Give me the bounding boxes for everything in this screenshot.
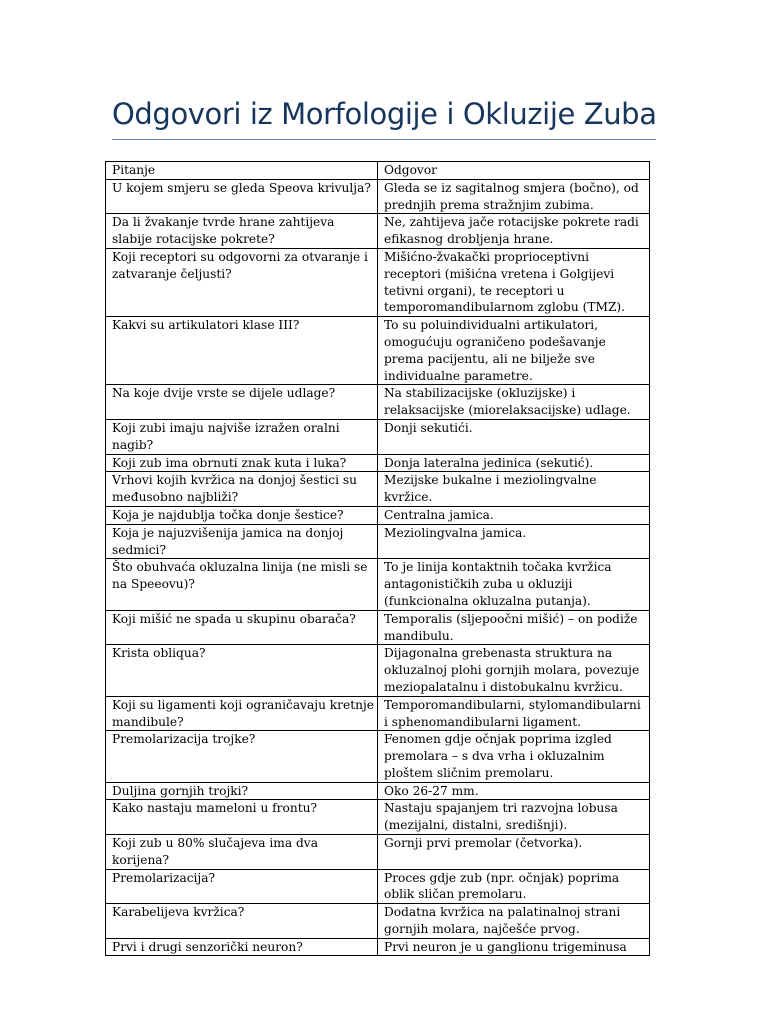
answer-cell: To su poluindividualni artikulatori, omogućuju ograničeno podešavanje prema pacijentu, ali ne bilježe sve individualne parametre. xyxy=(378,317,650,385)
answer-cell: Oko 26-27 mm. xyxy=(378,782,650,800)
answer-cell: Donja lateralna jedinica (sekutić). xyxy=(378,454,650,472)
table-row xyxy=(106,248,650,316)
column-header-question: Pitanje xyxy=(106,162,378,180)
answer-cell: Fenomen gdje očnjak poprima izgled premolara – s dva vrha i okluzalnim ploštem sličnim premolaru. xyxy=(378,731,650,782)
answer-cell: Na stabilizacijske (okluzijske) i relaksacijske (miorelaksacijske) udlage. xyxy=(378,385,650,420)
table-row xyxy=(106,385,650,420)
answer-cell: Gleda se iz sagitalnog smjera (bočno), od prednjih prema stražnjim zubima. xyxy=(378,179,650,214)
question-cell: Koji zub u 80% slučajeva ima dva korijena? xyxy=(106,835,378,870)
table-row xyxy=(106,472,650,507)
table-row xyxy=(106,696,650,731)
table-row xyxy=(106,454,650,472)
answer-cell: Donji sekutići. xyxy=(378,419,650,454)
table-row xyxy=(106,800,650,835)
question-cell: Da li žvakanje tvrde hrane zahtijeva slabije rotacijske pokrete? xyxy=(106,214,378,249)
question-cell: Kako nastaju mameloni u frontu? xyxy=(106,800,378,835)
title-underline xyxy=(112,139,656,140)
table-row xyxy=(106,645,650,696)
answer-cell: Nastaju spajanjem tri razvojna lobusa (mezijalni, distalni, središnji). xyxy=(378,800,650,835)
question-cell: Koji su ligamenti koji ograničavaju kretnje mandibule? xyxy=(106,696,378,731)
question-cell: Premolarizacija? xyxy=(106,869,378,904)
question-cell: Koji zub ima obrnuti znak kuta i luka? xyxy=(106,454,378,472)
answer-cell: Dijagonalna grebenasta struktura na okluzalnoj plohi gornjih molara, povezuje meziopalatalnu i distobukalnu kvržicu. xyxy=(378,645,650,696)
answer-text: Prvi neuron je u ganglionu trigeminusa xyxy=(384,939,627,954)
table-row xyxy=(106,524,650,559)
question-cell: Koji mišić ne spada u skupinu obarača? xyxy=(106,610,378,645)
question-cell: U kojem smjeru se gleda Speova krivulja? xyxy=(106,179,378,214)
question-cell: Koja je najuzvišenija jamica na donjoj sedmici? xyxy=(106,524,378,559)
question-cell: Na koje dvije vrste se dijele udlage? xyxy=(106,385,378,420)
question-cell: Što obuhvaća okluzalna linija (ne misli se na Speeovu)? xyxy=(106,559,378,610)
answer-cell xyxy=(378,938,650,955)
table-row xyxy=(106,506,650,524)
qa-table xyxy=(105,161,650,956)
document-title: Odgovori iz Morfologije i Okluzije Zuba xyxy=(112,97,657,131)
question-cell: Premolarizacija trojke? xyxy=(106,731,378,782)
table-row xyxy=(106,904,650,939)
answer-cell: Gornji prvi premolar (četvorka). xyxy=(378,835,650,870)
table-row xyxy=(106,419,650,454)
table-row xyxy=(106,610,650,645)
question-cell xyxy=(106,938,378,955)
question-cell: Koji zubi imaju najviše izražen oralni nagib? xyxy=(106,419,378,454)
answer-cell: Temporomandibularni, stylomandibularni i sphenomandibularni ligament. xyxy=(378,696,650,731)
question-cell: Karabelijeva kvržica? xyxy=(106,904,378,939)
answer-cell: Temporalis (sljepoočni mišić) – on podiže mandibulu. xyxy=(378,610,650,645)
answer-cell: Proces gdje zub (npr. očnjak) poprima oblik sličan premolaru. xyxy=(378,869,650,904)
table-row xyxy=(106,559,650,610)
question-cell: Koja je najdublja točka donje šestice? xyxy=(106,506,378,524)
question-cell: Duljina gornjih trojki? xyxy=(106,782,378,800)
table-header-row xyxy=(106,162,650,180)
question-cell: Kakvi su artikulatori klase III? xyxy=(106,317,378,385)
table-row xyxy=(106,214,650,249)
answer-cell: Centralna jamica. xyxy=(378,506,650,524)
answer-cell: To je linija kontaktnih točaka kvržica antagonističkih zuba u okluziji (funkcionalna okluzalna putanja). xyxy=(378,559,650,610)
table-row-cut-off xyxy=(106,938,650,955)
question-cell: Vrhovi kojih kvržica na donjoj šestici su međusobno najbliži? xyxy=(106,472,378,507)
answer-cell: Ne, zahtijeva jače rotacijske pokrete radi efikasnog drobljenja hrane. xyxy=(378,214,650,249)
table-row xyxy=(106,835,650,870)
table-row xyxy=(106,782,650,800)
answer-cell: Meziolingvalna jamica. xyxy=(378,524,650,559)
table-row xyxy=(106,179,650,214)
table-row xyxy=(106,869,650,904)
answer-cell: Mezijske bukalne i meziolingvalne kvržice. xyxy=(378,472,650,507)
question-text: Prvi i drugi senzorički neuron? xyxy=(112,939,303,954)
answer-cell: Dodatna kvržica na palatinalnoj strani gornjih molara, najčešće prvog. xyxy=(378,904,650,939)
table-row xyxy=(106,317,650,385)
answer-cell: Mišićno-žvakački proprioceptivni receptori (mišićna vretena i Golgijevi tetivni organi), te receptori u temporomandibularnom zglobu (TMZ). xyxy=(378,248,650,316)
question-cell: Koji receptori su odgovorni za otvaranje i zatvaranje čeljusti? xyxy=(106,248,378,316)
column-header-answer: Odgovor xyxy=(378,162,650,180)
table-row xyxy=(106,731,650,782)
question-cell: Krista obliqua? xyxy=(106,645,378,696)
